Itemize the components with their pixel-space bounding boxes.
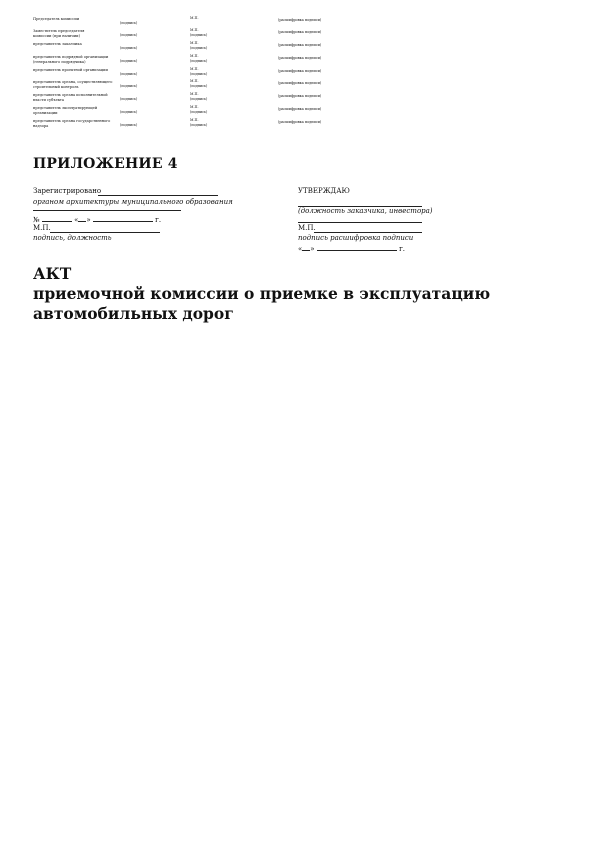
stamp-mark: М.П. [190, 54, 199, 58]
date-month-blank [317, 243, 397, 251]
signer-position: представитель заказчика [33, 42, 82, 46]
signature-caption: (подпись) [120, 59, 138, 63]
signature-caption: (подпись) [120, 110, 138, 114]
date-quote-close: » [310, 245, 315, 253]
registered-label: Зарегистрировано [33, 187, 102, 195]
signature-transcript-caption: (расшифровка подписи) [278, 69, 322, 73]
left-signature-caption: подпись, должность [33, 234, 112, 242]
stamp-signature-caption: (подпись) [190, 59, 208, 63]
signature-caption: (подпись) [120, 33, 138, 37]
signature-transcript-caption: (расшифровка подписи) [278, 81, 322, 85]
appendix-heading: ПРИЛОЖЕНИЕ 4 [33, 156, 178, 172]
signer-position: комиссии (при наличии) [33, 34, 80, 38]
signer-position: строительный контроль [33, 85, 79, 89]
stamp-signature-caption: (подпись) [190, 123, 208, 127]
stamp-signature-caption: (подпись) [190, 46, 208, 50]
signature-caption: (подпись) [120, 84, 138, 88]
stamp-mark: М.П. [190, 118, 199, 122]
signer-position: Заместитель председателя [33, 29, 85, 33]
approval-date-line [298, 243, 405, 254]
stamp-mark: М.П. [190, 67, 199, 71]
number-blank [42, 214, 72, 222]
signer-position: Председатель комиссии [33, 17, 80, 21]
signature-caption: (подпись) [120, 21, 138, 25]
stamp-signature-caption: (подпись) [190, 84, 208, 88]
stamp-signature-caption: (подпись) [190, 72, 208, 76]
signer-position: представитель органа исполнительной [33, 93, 108, 97]
stamp-mark: М.П. [190, 16, 199, 20]
document-title [33, 264, 490, 324]
signature-caption: (подпись) [120, 46, 138, 50]
registered-underline [98, 195, 218, 196]
right-signature-underline [314, 232, 422, 233]
approve-label: УТВЕРЖДАЮ [298, 187, 350, 195]
left-signature-underline [50, 232, 160, 233]
date-quote-open: « [298, 245, 303, 253]
title-line-2: приемочной комиссии о приемке в эксплуатацию [33, 284, 491, 303]
approve-caption: (должность заказчика, инвестора) [298, 207, 433, 215]
approve-caption-underline [298, 222, 422, 223]
right-mp: М.П. [298, 224, 316, 232]
registration-number-line [33, 214, 161, 225]
stamp-mark: М.П. [190, 92, 199, 96]
stamp-mark: М.П. [190, 105, 199, 109]
signature-transcript-caption: (расшифровка подписи) [278, 120, 322, 124]
quote-open: « [74, 216, 79, 224]
signature-transcript-caption: (расшифровка подписи) [278, 43, 322, 47]
signature-caption: (подпись) [120, 123, 138, 127]
signature-transcript-caption: (расшифровка подписи) [278, 56, 322, 60]
stamp-mark: М.П. [190, 28, 199, 32]
signature-transcript-caption: (расшифровка подписи) [278, 30, 322, 34]
right-signature-caption: подпись расшифровка подписи [298, 234, 414, 242]
signature-transcript-caption: (расшифровка подписи) [278, 107, 322, 111]
year-suffix: г. [155, 216, 162, 224]
signer-position: власти субъекта [33, 98, 65, 102]
number-sign: № [33, 216, 40, 224]
left-mp: М.П. [33, 224, 51, 232]
stamp-mark: М.П. [190, 79, 199, 83]
date-year-suffix: г. [399, 245, 405, 253]
quote-close: » [86, 216, 91, 224]
registered-caption-underline [33, 210, 181, 211]
title-line-1: АКТ [33, 264, 72, 283]
registered-caption: органом архитектуры муниципального образования [33, 198, 233, 206]
signer-position: представитель органа государственного [33, 119, 111, 123]
stamp-mark: М.П. [190, 41, 199, 45]
signer-position: представитель проектной организации [33, 68, 108, 72]
signature-transcript-caption: (расшифровка подписи) [278, 18, 322, 22]
signer-position: представитель подрядной организации [33, 55, 109, 59]
stamp-signature-caption: (подпись) [190, 110, 208, 114]
month-blank [93, 214, 153, 222]
signer-position: надзора [33, 124, 49, 128]
signer-position: представитель эксплуатирующей [33, 106, 98, 110]
signer-position: организации [33, 111, 58, 115]
stamp-signature-caption: (подпись) [190, 33, 208, 37]
title-line-3: автомобильных дорог [33, 304, 234, 323]
signature-caption: (подпись) [120, 97, 138, 101]
signature-transcript-caption: (расшифровка подписи) [278, 94, 322, 98]
stamp-signature-caption: (подпись) [190, 97, 208, 101]
signer-position: (генерального подрядчика) [33, 60, 86, 64]
signer-position: представитель органа, осуществляющего [33, 80, 113, 84]
signature-caption: (подпись) [120, 72, 138, 76]
